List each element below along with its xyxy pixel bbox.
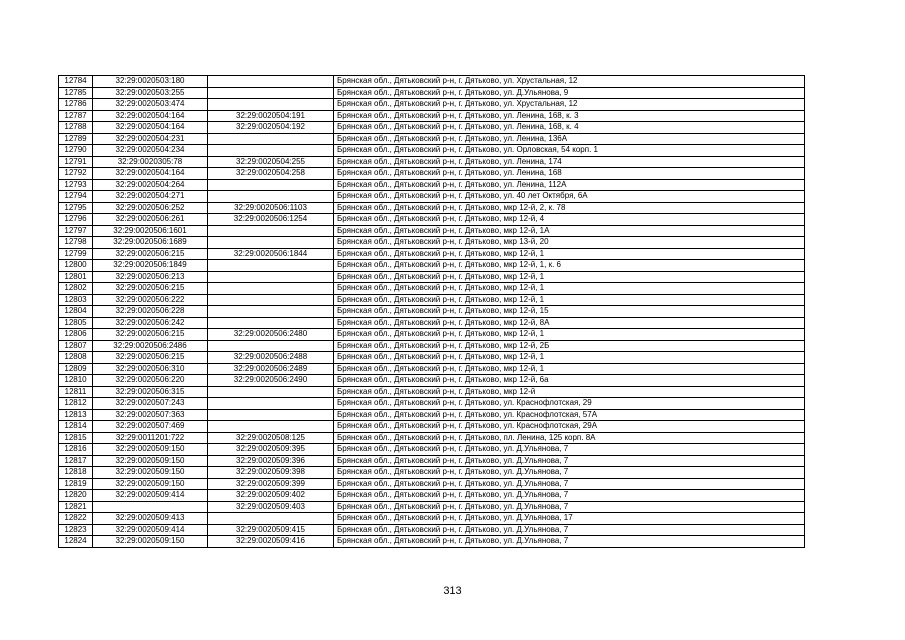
cadastral-number-cell: 32:29:0020507:363	[93, 409, 208, 421]
address-cell: Брянская обл., Дятьковский р-н, г. Дятьково, ул. Д.Ульянова, 7	[334, 467, 805, 479]
object-cadastral-number-cell: 32:29:0020506:1254	[208, 214, 334, 226]
address-cell: Брянская обл., Дятьковский р-н, г. Дятьково, ул. Краснофлотская, 29	[334, 398, 805, 410]
row-number-cell: 12803	[59, 294, 93, 306]
row-number-cell: 12787	[59, 110, 93, 122]
cadastral-number-cell: 32:29:0020509:414	[93, 490, 208, 502]
object-cadastral-number-cell	[208, 225, 334, 237]
cadastral-number-cell: 32:29:0020504:164	[93, 168, 208, 180]
row-number-cell: 12822	[59, 513, 93, 525]
table-row	[59, 444, 805, 456]
table-row	[59, 271, 805, 283]
table-row	[59, 490, 805, 502]
address-cell: Брянская обл., Дятьковский р-н, г. Дятьково, мкр 12-й, 2Б	[334, 340, 805, 352]
row-number-cell: 12805	[59, 317, 93, 329]
cadastral-number-cell: 32:29:0020503:474	[93, 99, 208, 111]
row-number-cell: 12809	[59, 363, 93, 375]
row-number-cell: 12815	[59, 432, 93, 444]
table-row	[59, 168, 805, 180]
cadastral-number-cell: 32:29:0020506:220	[93, 375, 208, 387]
cadastral-number-cell: 32:29:0020509:150	[93, 455, 208, 467]
table-row	[59, 363, 805, 375]
table-row	[59, 524, 805, 536]
object-cadastral-number-cell	[208, 386, 334, 398]
object-cadastral-number-cell	[208, 340, 334, 352]
row-number-cell: 12814	[59, 421, 93, 433]
row-number-cell: 12799	[59, 248, 93, 260]
address-cell: Брянская обл., Дятьковский р-н, г. Дятьково, мкр 12-й, 6а	[334, 375, 805, 387]
address-cell: Брянская обл., Дятьковский р-н, г. Дятьково, ул. Д.Ульянова, 7	[334, 490, 805, 502]
object-cadastral-number-cell: 32:29:0020506:1103	[208, 202, 334, 214]
cadastral-number-cell: 32:29:0020509:413	[93, 513, 208, 525]
object-cadastral-number-cell	[208, 317, 334, 329]
address-cell: Брянская обл., Дятьковский р-н, г. Дятьково, ул. Д.Ульянова, 7	[334, 444, 805, 456]
object-cadastral-number-cell: 32:29:0020506:1844	[208, 248, 334, 260]
table-row	[59, 191, 805, 203]
cadastral-number-cell: 32:29:0020506:1601	[93, 225, 208, 237]
object-cadastral-number-cell	[208, 133, 334, 145]
table-row	[59, 317, 805, 329]
cadastral-number-cell: 32:29:0020506:215	[93, 248, 208, 260]
row-number-cell: 12788	[59, 122, 93, 134]
row-number-cell: 12817	[59, 455, 93, 467]
table-row	[59, 294, 805, 306]
object-cadastral-number-cell	[208, 283, 334, 295]
row-number-cell: 12793	[59, 179, 93, 191]
row-number-cell: 12798	[59, 237, 93, 249]
row-number-cell: 12812	[59, 398, 93, 410]
table-row	[59, 536, 805, 548]
address-cell: Брянская обл., Дятьковский р-н, г. Дятьково, мкр 12-й, 1А	[334, 225, 805, 237]
cadastral-number-cell: 32:29:0020509:414	[93, 524, 208, 536]
table-row	[59, 133, 805, 145]
row-number-cell: 12789	[59, 133, 93, 145]
object-cadastral-number-cell	[208, 99, 334, 111]
cadastral-number-cell: 32:29:0020506:222	[93, 294, 208, 306]
address-cell: Брянская обл., Дятьковский р-н, г. Дятьково, ул. Д.Ульянова, 7	[334, 524, 805, 536]
object-cadastral-number-cell: 32:29:0020509:403	[208, 501, 334, 513]
address-cell: Брянская обл., Дятьковский р-н, г. Дятьково, ул. Ленина, 168, к. 4	[334, 122, 805, 134]
row-number-cell: 12801	[59, 271, 93, 283]
object-cadastral-number-cell: 32:29:0020506:2480	[208, 329, 334, 341]
cadastral-number-cell: 32:29:0020506:242	[93, 317, 208, 329]
table-row	[59, 455, 805, 467]
row-number-cell: 12791	[59, 156, 93, 168]
cadastral-number-cell: 32:29:0020506:1689	[93, 237, 208, 249]
table-row	[59, 145, 805, 157]
cadastral-number-cell: 32:29:0020509:150	[93, 444, 208, 456]
page-number: 313	[443, 585, 462, 597]
cadastral-number-cell: 32:29:0020506:215	[93, 329, 208, 341]
table-row	[59, 179, 805, 191]
table-row	[59, 432, 805, 444]
object-cadastral-number-cell: 32:29:0020508:125	[208, 432, 334, 444]
address-cell: Брянская обл., Дятьковский р-н, г. Дятьково, ул. Ленина, 112А	[334, 179, 805, 191]
row-number-cell: 12816	[59, 444, 93, 456]
address-cell: Брянская обл., Дятьковский р-н, г. Дятьково, мкр 13-й, 20	[334, 237, 805, 249]
row-number-cell: 12785	[59, 87, 93, 99]
cadastral-number-cell: 32:29:0020506:215	[93, 283, 208, 295]
object-cadastral-number-cell: 32:29:0020504:191	[208, 110, 334, 122]
object-cadastral-number-cell: 32:29:0020509:416	[208, 536, 334, 548]
address-cell: Брянская обл., Дятьковский р-н, г. Дятьково, мкр 12-й, 1	[334, 363, 805, 375]
object-cadastral-number-cell	[208, 179, 334, 191]
address-cell: Брянская обл., Дятьковский р-н, г. Дятьково, мкр 12-й, 1	[334, 329, 805, 341]
cadastral-number-cell: 32:29:0020504:231	[93, 133, 208, 145]
object-cadastral-number-cell	[208, 271, 334, 283]
table-row	[59, 283, 805, 295]
table-row	[59, 76, 805, 88]
address-cell: Брянская обл., Дятьковский р-н, г. Дятьково, мкр 12-й, 1, к. 6	[334, 260, 805, 272]
row-number-cell: 12784	[59, 76, 93, 88]
object-cadastral-number-cell: 32:29:0020509:398	[208, 467, 334, 479]
table-row	[59, 306, 805, 318]
object-cadastral-number-cell	[208, 191, 334, 203]
address-cell: Брянская обл., Дятьковский р-н, г. Дятьково, мкр 12-й, 1	[334, 352, 805, 364]
address-cell: Брянская обл., Дятьковский р-н, г. Дятьково, ул. Хрустальная, 12	[334, 76, 805, 88]
address-cell: Брянская обл., Дятьковский р-н, г. Дятьково, ул. Ленина, 168, к. 3	[334, 110, 805, 122]
cadastral-number-cell	[93, 501, 208, 513]
table-row	[59, 110, 805, 122]
cadastral-number-cell: 32:29:0020305:78	[93, 156, 208, 168]
table-row	[59, 340, 805, 352]
table-row	[59, 225, 805, 237]
table-row	[59, 329, 805, 341]
address-cell: Брянская обл., Дятьковский р-н, г. Дятьково, ул. Хрустальная, 12	[334, 99, 805, 111]
object-cadastral-number-cell	[208, 513, 334, 525]
address-cell: Брянская обл., Дятьковский р-н, г. Дятьково, ул. Д.Ульянова, 9	[334, 87, 805, 99]
object-cadastral-number-cell	[208, 87, 334, 99]
address-cell: Брянская обл., Дятьковский р-н, г. Дятьково, ул. Орловская, 54 корп. 1	[334, 145, 805, 157]
object-cadastral-number-cell	[208, 260, 334, 272]
address-cell: Брянская обл., Дятьковский р-н, г. Дятьково, мкр 12-й, 1	[334, 283, 805, 295]
table-row	[59, 467, 805, 479]
row-number-cell: 12821	[59, 501, 93, 513]
cadastral-number-cell: 32:29:0020504:234	[93, 145, 208, 157]
object-cadastral-number-cell: 32:29:0020509:402	[208, 490, 334, 502]
address-cell: Брянская обл., Дятьковский р-н, г. Дятьково, ул. Д.Ульянова, 7	[334, 501, 805, 513]
table-row	[59, 248, 805, 260]
table-row	[59, 122, 805, 134]
row-number-cell: 12786	[59, 99, 93, 111]
table-row	[59, 375, 805, 387]
address-cell: Брянская обл., Дятьковский р-н, г. Дятьково, ул. Краснофлотская, 57А	[334, 409, 805, 421]
cadastral-number-cell: 32:29:0020509:150	[93, 467, 208, 479]
cadastral-number-cell: 32:29:0020506:315	[93, 386, 208, 398]
address-cell: Брянская обл., Дятьковский р-н, г. Дятьково, ул. Д.Ульянова, 17	[334, 513, 805, 525]
table-row	[59, 386, 805, 398]
cadastral-number-cell: 32:29:0020506:261	[93, 214, 208, 226]
table-row	[59, 237, 805, 249]
row-number-cell: 12810	[59, 375, 93, 387]
address-cell: Брянская обл., Дятьковский р-н, г. Дятьково, ул. Д.Ульянова, 7	[334, 455, 805, 467]
table-row	[59, 87, 805, 99]
address-cell: Брянская обл., Дятьковский р-н, г. Дятьково, мкр 12-й, 1	[334, 294, 805, 306]
table-row	[59, 260, 805, 272]
cadastral-number-cell: 32:29:0020506:213	[93, 271, 208, 283]
address-cell: Брянская обл., Дятьковский р-н, г. Дятьково, ул. Ленина, 168	[334, 168, 805, 180]
row-number-cell: 12811	[59, 386, 93, 398]
table-row	[59, 398, 805, 410]
address-cell: Брянская обл., Дятьковский р-н, г. Дятьково, ул. Д.Ульянова, 7	[334, 478, 805, 490]
row-number-cell: 12819	[59, 478, 93, 490]
address-cell: Брянская обл., Дятьковский р-н, г. Дятьково, мкр 12-й	[334, 386, 805, 398]
cadastral-number-cell: 32:29:0020504:164	[93, 122, 208, 134]
address-cell: Брянская обл., Дятьковский р-н, г. Дятьково, мкр 12-й, 4	[334, 214, 805, 226]
object-cadastral-number-cell	[208, 306, 334, 318]
object-cadastral-number-cell: 32:29:0020509:396	[208, 455, 334, 467]
address-cell: Брянская обл., Дятьковский р-н, г. Дятьково, мкр 12-й, 1	[334, 271, 805, 283]
address-cell: Брянская обл., Дятьковский р-н, г. Дятьково, мкр 12-й, 1	[334, 248, 805, 260]
cadastral-number-cell: 32:29:0020504:271	[93, 191, 208, 203]
object-cadastral-number-cell: 32:29:0020506:2490	[208, 375, 334, 387]
cadastral-number-cell: 32:29:0020503:180	[93, 76, 208, 88]
object-cadastral-number-cell	[208, 409, 334, 421]
row-number-cell: 12806	[59, 329, 93, 341]
row-number-cell: 12804	[59, 306, 93, 318]
row-number-cell: 12795	[59, 202, 93, 214]
table-row	[59, 513, 805, 525]
table-row	[59, 409, 805, 421]
object-cadastral-number-cell: 32:29:0020509:399	[208, 478, 334, 490]
cadastral-number-cell: 32:29:0020507:469	[93, 421, 208, 433]
table-row	[59, 421, 805, 433]
address-cell: Брянская обл., Дятьковский р-н, г. Дятьково, ул. Д.Ульянова, 7	[334, 536, 805, 548]
cadastral-number-cell: 32:29:0020504:264	[93, 179, 208, 191]
cadastral-number-cell: 32:29:0020507:243	[93, 398, 208, 410]
row-number-cell: 12796	[59, 214, 93, 226]
row-number-cell: 12820	[59, 490, 93, 502]
object-cadastral-number-cell	[208, 398, 334, 410]
row-number-cell: 12790	[59, 145, 93, 157]
registry-table-body	[59, 76, 805, 548]
row-number-cell: 12808	[59, 352, 93, 364]
cadastral-number-cell: 32:29:0020509:150	[93, 478, 208, 490]
table-row	[59, 156, 805, 168]
object-cadastral-number-cell	[208, 76, 334, 88]
table-row	[59, 99, 805, 111]
table-row	[59, 202, 805, 214]
address-cell: Брянская обл., Дятьковский р-н, г. Дятьково, ул. 40 лет Октября, 6А	[334, 191, 805, 203]
cadastral-number-cell: 32:29:0020506:215	[93, 352, 208, 364]
cadastral-number-cell: 32:29:0020506:252	[93, 202, 208, 214]
row-number-cell: 12800	[59, 260, 93, 272]
address-cell: Брянская обл., Дятьковский р-н, г. Дятьково, ул. Ленина, 136А	[334, 133, 805, 145]
table-row	[59, 352, 805, 364]
object-cadastral-number-cell	[208, 237, 334, 249]
row-number-cell: 12813	[59, 409, 93, 421]
object-cadastral-number-cell: 32:29:0020504:255	[208, 156, 334, 168]
object-cadastral-number-cell: 32:29:0020509:415	[208, 524, 334, 536]
cadastral-number-cell: 32:29:0020504:164	[93, 110, 208, 122]
cadastral-number-cell: 32:29:0020506:310	[93, 363, 208, 375]
row-number-cell: 12794	[59, 191, 93, 203]
address-cell: Брянская обл., Дятьковский р-н, г. Дятьково, мкр 12-й, 8А	[334, 317, 805, 329]
row-number-cell: 12818	[59, 467, 93, 479]
row-number-cell: 12824	[59, 536, 93, 548]
object-cadastral-number-cell	[208, 421, 334, 433]
address-cell: Брянская обл., Дятьковский р-н, г. Дятьково, пл. Ленина, 125 корп. 8А	[334, 432, 805, 444]
registry-table	[58, 75, 805, 548]
cadastral-number-cell: 32:29:0020506:1849	[93, 260, 208, 272]
object-cadastral-number-cell	[208, 294, 334, 306]
address-cell: Брянская обл., Дятьковский р-н, г. Дятьково, мкр 12-й, 15	[334, 306, 805, 318]
object-cadastral-number-cell: 32:29:0020504:192	[208, 122, 334, 134]
table-row	[59, 478, 805, 490]
object-cadastral-number-cell: 32:29:0020509:395	[208, 444, 334, 456]
object-cadastral-number-cell: 32:29:0020504:258	[208, 168, 334, 180]
cadastral-number-cell: 32:29:0020506:2486	[93, 340, 208, 352]
cadastral-number-cell: 32:29:0020503:255	[93, 87, 208, 99]
cadastral-number-cell: 32:29:0011201:722	[93, 432, 208, 444]
cadastral-number-cell: 32:29:0020509:150	[93, 536, 208, 548]
address-cell: Брянская обл., Дятьковский р-н, г. Дятьково, мкр 12-й, 2, к. 78	[334, 202, 805, 214]
object-cadastral-number-cell: 32:29:0020506:2488	[208, 352, 334, 364]
row-number-cell: 12807	[59, 340, 93, 352]
row-number-cell: 12802	[59, 283, 93, 295]
address-cell: Брянская обл., Дятьковский р-н, г. Дятьково, ул. Краснофлотская, 29А	[334, 421, 805, 433]
row-number-cell: 12792	[59, 168, 93, 180]
table-row	[59, 214, 805, 226]
object-cadastral-number-cell	[208, 145, 334, 157]
cadastral-number-cell: 32:29:0020506:228	[93, 306, 208, 318]
row-number-cell: 12823	[59, 524, 93, 536]
row-number-cell: 12797	[59, 225, 93, 237]
address-cell: Брянская обл., Дятьковский р-н, г. Дятьково, ул. Ленина, 174	[334, 156, 805, 168]
table-row	[59, 501, 805, 513]
object-cadastral-number-cell: 32:29:0020506:2489	[208, 363, 334, 375]
